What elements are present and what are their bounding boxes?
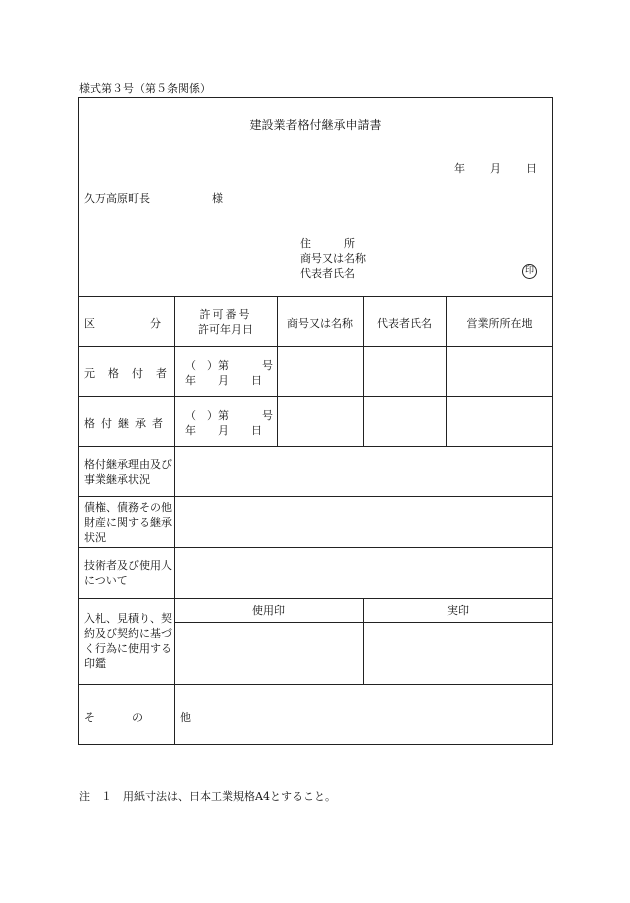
row-original-permit-date: 年 月 日 <box>185 374 262 387</box>
recipient-name: 久万高原町長 <box>84 192 150 205</box>
header-trade-name: 商号又は名称 <box>287 317 353 330</box>
row-original-label: 元格付者 <box>84 367 180 380</box>
row-original-permit-number: （ ）第 号 <box>185 359 273 372</box>
footnote: 注 １ 用紙寸法は、日本工業規格A4とすること。 <box>79 790 336 803</box>
representative-label: 代表者氏名 <box>300 267 355 280</box>
row-claims-label: 債権、債務その他財産に関する継承状況 <box>84 501 172 544</box>
address-label: 住 所 <box>300 237 355 250</box>
row-successor-permit-number: （ ）第 号 <box>185 409 273 422</box>
row-reason-label: 格付継承理由及び事業継承状況 <box>84 458 172 486</box>
date-year-label: 年 <box>454 162 465 175</box>
row-other-label: そ の 他 <box>84 711 204 724</box>
date-month-label: 月 <box>490 162 501 175</box>
row-line <box>78 684 553 685</box>
form-title: 建設業者格付継承申請書 <box>249 118 382 132</box>
registered-seal-header: 実印 <box>447 604 469 617</box>
header-permit-date: 許可年月日 <box>198 323 253 336</box>
date-day-label: 日 <box>526 162 537 175</box>
seal-mark: 印 <box>522 264 537 279</box>
header-permit-number: 許可番号 <box>199 308 252 321</box>
header-category: 区 分 <box>84 317 161 330</box>
header-representative: 代表者氏名 <box>377 317 432 330</box>
recipient-honorific: 様 <box>212 192 223 205</box>
row-line <box>78 547 553 548</box>
table-top-line <box>78 296 553 297</box>
row-successor-label: 格付継承者 <box>84 417 169 430</box>
row-line <box>78 396 553 397</box>
row-line <box>78 446 553 447</box>
header-office-location: 営業所所在地 <box>466 317 533 330</box>
row-line <box>78 496 553 497</box>
col-line <box>174 296 175 745</box>
row-seals-label: 入札、見積り、契約及び契約に基づく行為に使用する印鑑 <box>84 612 172 670</box>
row-engineers-label: 技術者及び使用人について <box>84 559 172 587</box>
row-line <box>78 346 553 347</box>
trade-name-label: 商号又は名称 <box>300 252 366 265</box>
row-line <box>78 598 553 599</box>
used-seal-header: 使用印 <box>252 604 285 617</box>
form-number: 様式第３号（第５条関係） <box>79 82 211 95</box>
row-successor-permit-date: 年 月 日 <box>185 424 262 437</box>
